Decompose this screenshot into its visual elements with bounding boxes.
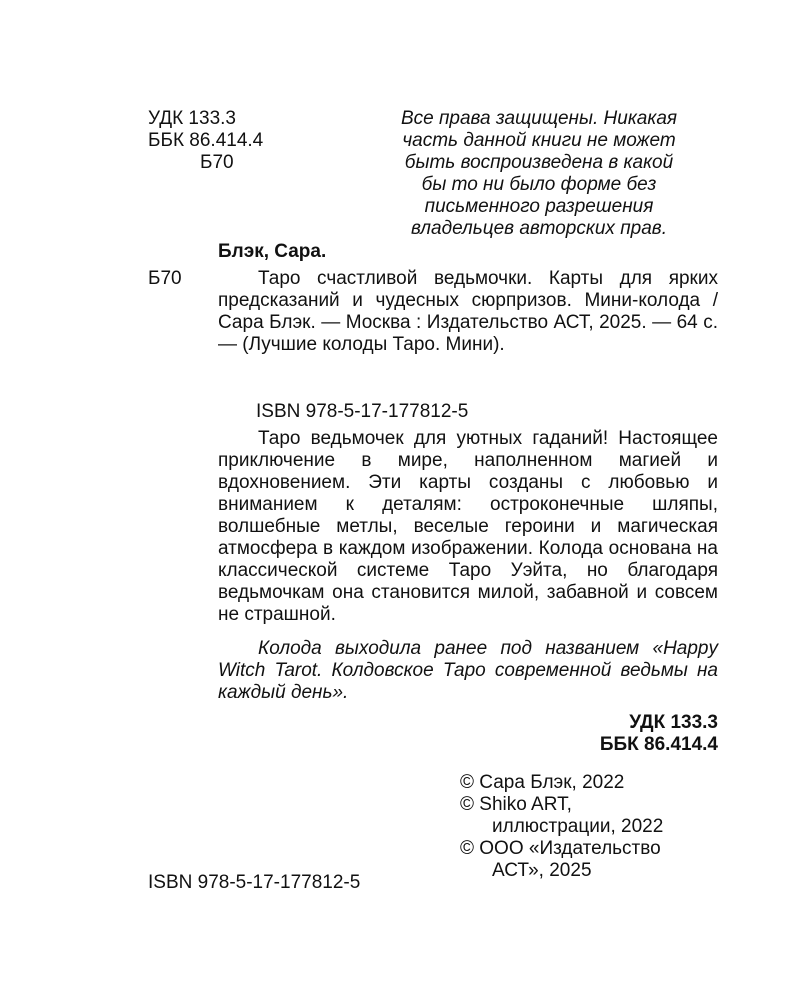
annotation-paragraph: Таро ведьмочек для уютных гаданий! Настоящее приключение в мире, наполненном магией и вдохновением. Эти карты созданы с любовью и вниманием к деталям: остроконечные шляпы, волшебные метлы, веселые героини и магическая атмосфера в каждом изображении. Колода основана на классической системе Таро Уэйта, но благодаря ведьмочкам она становится милой, забавной и совсем не страшной. [218, 428, 718, 625]
rights-line: письменного разрешения [424, 196, 654, 217]
copyright-illustrator: © Shiko ART, [460, 794, 572, 815]
entry-author-mark: Б70 [148, 268, 182, 289]
isbn-bottom: ISBN 978-5-17-177812-5 [148, 872, 361, 893]
rights-line: часть данной книги не может [402, 130, 676, 151]
udk-code: УДК 133.3 [148, 108, 236, 129]
bbk-code: ББК 86.414.4 [148, 130, 264, 151]
author-heading: Блэк, Сара. [218, 241, 327, 262]
copyright-author: © Сара Блэк, 2022 [460, 772, 625, 793]
copyright-illustrator-cont: иллюстрации, 2022 [492, 816, 664, 837]
copyright-publisher: © ООО «Издательство [460, 838, 661, 859]
previous-title-note: Колода выходила ранее под названием «Happy Witch Tarot. Колдовское Таро современной ведьмы на каждый день». [218, 638, 718, 703]
udk-code-bottom: УДК 133.3 [629, 712, 718, 733]
bottom-classification-block [460, 712, 718, 756]
bbk-code-bottom: ББК 86.414.4 [599, 734, 718, 755]
rights-line: бы то ни было форме без [421, 174, 657, 195]
top-classification-block [148, 108, 328, 174]
rights-notice [350, 108, 728, 240]
rights-line: владельцев авторских прав. [411, 218, 667, 239]
rights-line: Все права защищены. Никакая [400, 108, 678, 129]
isbn-inline: ISBN 978-5-17-177812-5 [256, 401, 469, 422]
copyright-publisher-cont: АСТ», 2025 [492, 860, 592, 881]
author-mark: Б70 [200, 152, 234, 173]
bibliographic-entry: Таро счастливой ведьмочки. Карты для ярких предсказаний и чудесных сюрпризов. Мини-колода / Сара Блэк. — Москва : Издательство АСТ, 2025. — 64 с. — (Лучшие колоды Таро. Мини). [218, 268, 718, 355]
copyrights-block [460, 772, 730, 882]
rights-line: быть воспроизведена в какой [404, 152, 674, 173]
